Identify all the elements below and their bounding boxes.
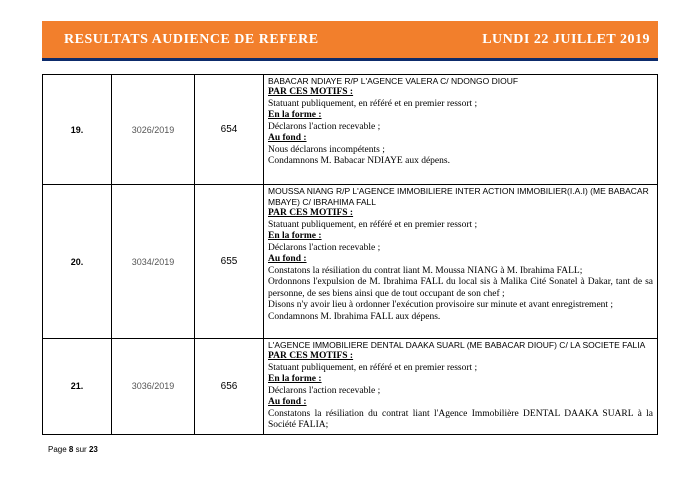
page-header	[42, 21, 658, 61]
fond-heading: Au fond :	[268, 133, 307, 143]
page-footer	[48, 445, 98, 454]
fond-line: Condamnons M. Babacar NDIAYE aux dépens.	[268, 156, 450, 166]
case-content	[264, 339, 658, 435]
results-table	[42, 74, 658, 435]
case-content	[264, 185, 658, 339]
case-title: MOUSSA NIANG R/P L'AGENCE IMMOBILIERE INTER ACTION IMMOBILIER(I.A.I) (ME BABACAR MBAYE) C/ IBRAHIMA FALL	[268, 186, 649, 207]
table-row	[43, 75, 658, 185]
fond-line: Disons n'y avoir lieu à ordonner l'exécution provisoire sur minute et avant enregistrement ;	[268, 300, 614, 310]
forme-text: Déclarons l'action recevable ;	[268, 385, 381, 396]
forme-heading: En la forme :	[268, 374, 322, 384]
case-title: BABACAR NDIAYE R/P L'AGENCE VALERA C/ NDONGO DIOUF	[268, 76, 519, 86]
page-total: 23	[88, 445, 98, 454]
case-reference: 3034/2019	[112, 185, 195, 339]
fond-line: Constatons la résiliation du contrat liant M. Moussa NIANG à M. Ibrahima FALL;	[268, 265, 583, 276]
case-content	[264, 75, 658, 185]
case-title: L'AGENCE IMMOBILIERE DENTAL DAAKA SUARL (ME BABACAR DIOUF) C/ LA SOCIETE FALIA	[268, 340, 646, 350]
row-number: 20.	[43, 185, 112, 339]
case-reference: 3026/2019	[112, 75, 195, 185]
header-title: RESULTATS AUDIENCE DE REFERE	[64, 32, 319, 47]
page-sep: sur	[75, 445, 87, 454]
header-date: LUNDI 22 JUILLET 2019	[482, 32, 650, 47]
table-row	[43, 339, 658, 435]
decision-number: 654	[195, 75, 264, 185]
fond-line: Ordonnons l'expulsion de M. Ibrahima FALL du local sis à Malika Cité Sonatel à Dakar, tant de sa personne, de ses biens ainsi que de tout occupant de son chef ;	[268, 277, 653, 299]
motifs-heading: PAR CES MOTIFS :	[268, 87, 354, 97]
motifs-text: Statuant publiquement, en référé et en premier ressort ;	[268, 219, 478, 230]
forme-heading: En la forme :	[268, 110, 322, 120]
page-number: 8	[68, 445, 74, 454]
fond-line: Nous déclarons incompétents ;	[268, 144, 385, 155]
case-reference: 3036/2019	[112, 339, 195, 435]
fond-line: Constatons la résiliation du contrat liant l'Agence Immobilière DENTAL DAAKA SUARL à la Société FALIA;	[268, 408, 653, 430]
fond-line: Condamnons M. Ibrahima FALL aux dépens.	[268, 311, 441, 322]
fond-heading: Au fond :	[268, 254, 307, 264]
decision-number: 655	[195, 185, 264, 339]
row-number: 21.	[43, 339, 112, 435]
table-row	[43, 185, 658, 339]
row-number: 19.	[43, 75, 112, 185]
decision-number: 656	[195, 339, 264, 435]
forme-text: Déclarons l'action recevable ;	[268, 121, 381, 132]
page-label: Page	[48, 445, 67, 454]
fond-heading: Au fond :	[268, 397, 307, 407]
motifs-heading: PAR CES MOTIFS :	[268, 351, 354, 361]
motifs-text: Statuant publiquement, en référé et en premier ressort ;	[268, 98, 478, 109]
forme-heading: En la forme :	[268, 231, 322, 241]
forme-text: Déclarons l'action recevable ;	[268, 242, 381, 253]
motifs-text: Statuant publiquement, en référé et en premier ressort ;	[268, 362, 478, 373]
motifs-heading: PAR CES MOTIFS :	[268, 208, 354, 218]
